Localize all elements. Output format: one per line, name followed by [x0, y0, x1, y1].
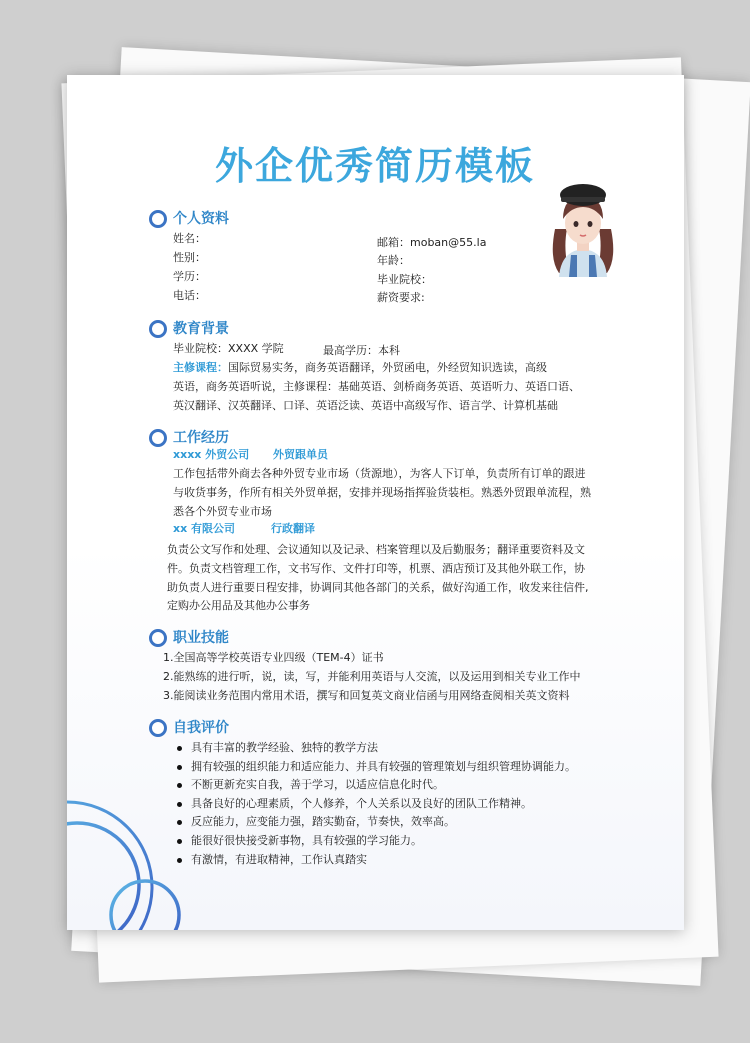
field-education: 学历：: [173, 270, 206, 283]
field-phone: 电话：: [173, 289, 206, 302]
field-name: 姓名：: [173, 232, 206, 245]
field-email: 邮箱：moban@55.la: [377, 236, 487, 249]
edu-major-line1: [173, 358, 547, 377]
field-gender: 性别：: [173, 251, 206, 264]
section-title: 自我评价: [173, 720, 229, 736]
circle-small: [111, 881, 179, 930]
job1-line: 悉各个外贸专业市场: [173, 505, 272, 518]
job2-line: 负责公文写作和处理、会议通知以及记录、档案管理以及后勤服务；翻译重要资料及文: [167, 543, 585, 556]
edu-major-line3: 英汉翻译、汉英翻译、口译、英语泛读、英语中高级写作、语言学、计算机基础: [173, 399, 558, 412]
section-title: 职业技能: [173, 630, 229, 646]
skill-line: 3.能阅读业务范围内常用术语，撰写和回复英文商业信函与用网络查阅相关英文资料: [163, 689, 570, 702]
job2-line: 助负责人进行重要日程安排，协调同其他各部门的关系，做好沟通工作，收发来往信件,: [167, 581, 589, 594]
field-school: 毕业院校：: [377, 273, 432, 286]
job2-line: 定购办公用品及其他办公事务: [167, 599, 310, 612]
job1-line: 工作包括带外商去各种外贸专业市场（货源地），为客人下订单，负责所有订单的跟进: [173, 467, 586, 480]
self-eval-list: [177, 739, 576, 869]
circle-large: [67, 802, 152, 930]
list-item: 拥有较强的组织能力和适应能力、并具有较强的管理策划与组织管理协调能力。: [177, 758, 576, 777]
field-salary: 薪资要求:: [377, 291, 425, 304]
job2-position: 行政翻译: [271, 522, 315, 535]
list-item: 具有丰富的教学经验、独特的教学方法: [177, 739, 576, 758]
section-title: 教育背景: [173, 321, 229, 337]
list-item: 有激情，有进取精神，工作认真踏实: [177, 851, 576, 870]
section-circle-icon: [149, 629, 167, 647]
circle-medium: [67, 823, 139, 930]
field-age: 年龄：: [377, 254, 410, 267]
edu-major-line2: 英语，商务英语听说，主修课程：基础英语、剑桥商务英语、英语听力、英语口语、: [173, 380, 580, 393]
edu-major-text: 国际贸易实务，商务英语翻译，外贸函电，外经贸知识选读，高级: [228, 361, 547, 374]
edu-school: 毕业院校：XXXX 学院: [173, 342, 284, 355]
section-circle-icon: [149, 719, 167, 737]
job1-company: xxxx 外贸公司: [173, 448, 250, 461]
girl-avatar-icon: [529, 169, 637, 277]
section-circle-icon: [149, 210, 167, 228]
job1-line: 与收货事务，作所有相关外贸单据，安排并现场指挥验货装柜。熟悉外贸跟单流程，熟: [173, 486, 591, 499]
job1-position: 外贸跟单员: [273, 448, 328, 461]
list-item: 能很好很快接受新事物，具有较强的学习能力。: [177, 832, 576, 851]
list-item: 不断更新充实自我，善于学习，以适应信息化时代。: [177, 776, 576, 795]
section-circle-icon: [149, 429, 167, 447]
edu-major-label: 主修课程：: [173, 361, 228, 374]
list-item: 反应能力，应变能力强，踏实勤奋，节奏快，效率高。: [177, 813, 576, 832]
job2-line: 件。负责文档管理工作，文书写作、文件打印等，机票、酒店预订及其他外联工作，协: [167, 562, 585, 575]
section-title: 工作经历: [173, 430, 229, 446]
job2-company: xx 有限公司: [173, 522, 236, 535]
skill-line: 1.全国高等学校英语专业四级（TEM-4）证书: [163, 651, 384, 664]
edu-degree: 最高学历：本科: [323, 344, 400, 357]
skill-line: 2.能熟练的进行听，说，读，写，并能利用英语与人交流，以及运用到相关专业工作中: [163, 670, 581, 683]
list-item: 具备良好的心理素质，个人修养，个人关系以及良好的团队工作精神。: [177, 795, 576, 814]
section-title: 个人资料: [173, 211, 229, 227]
section-circle-icon: [149, 320, 167, 338]
resume-title: 外企优秀简历模板: [215, 144, 536, 188]
resume-page: [67, 75, 684, 930]
